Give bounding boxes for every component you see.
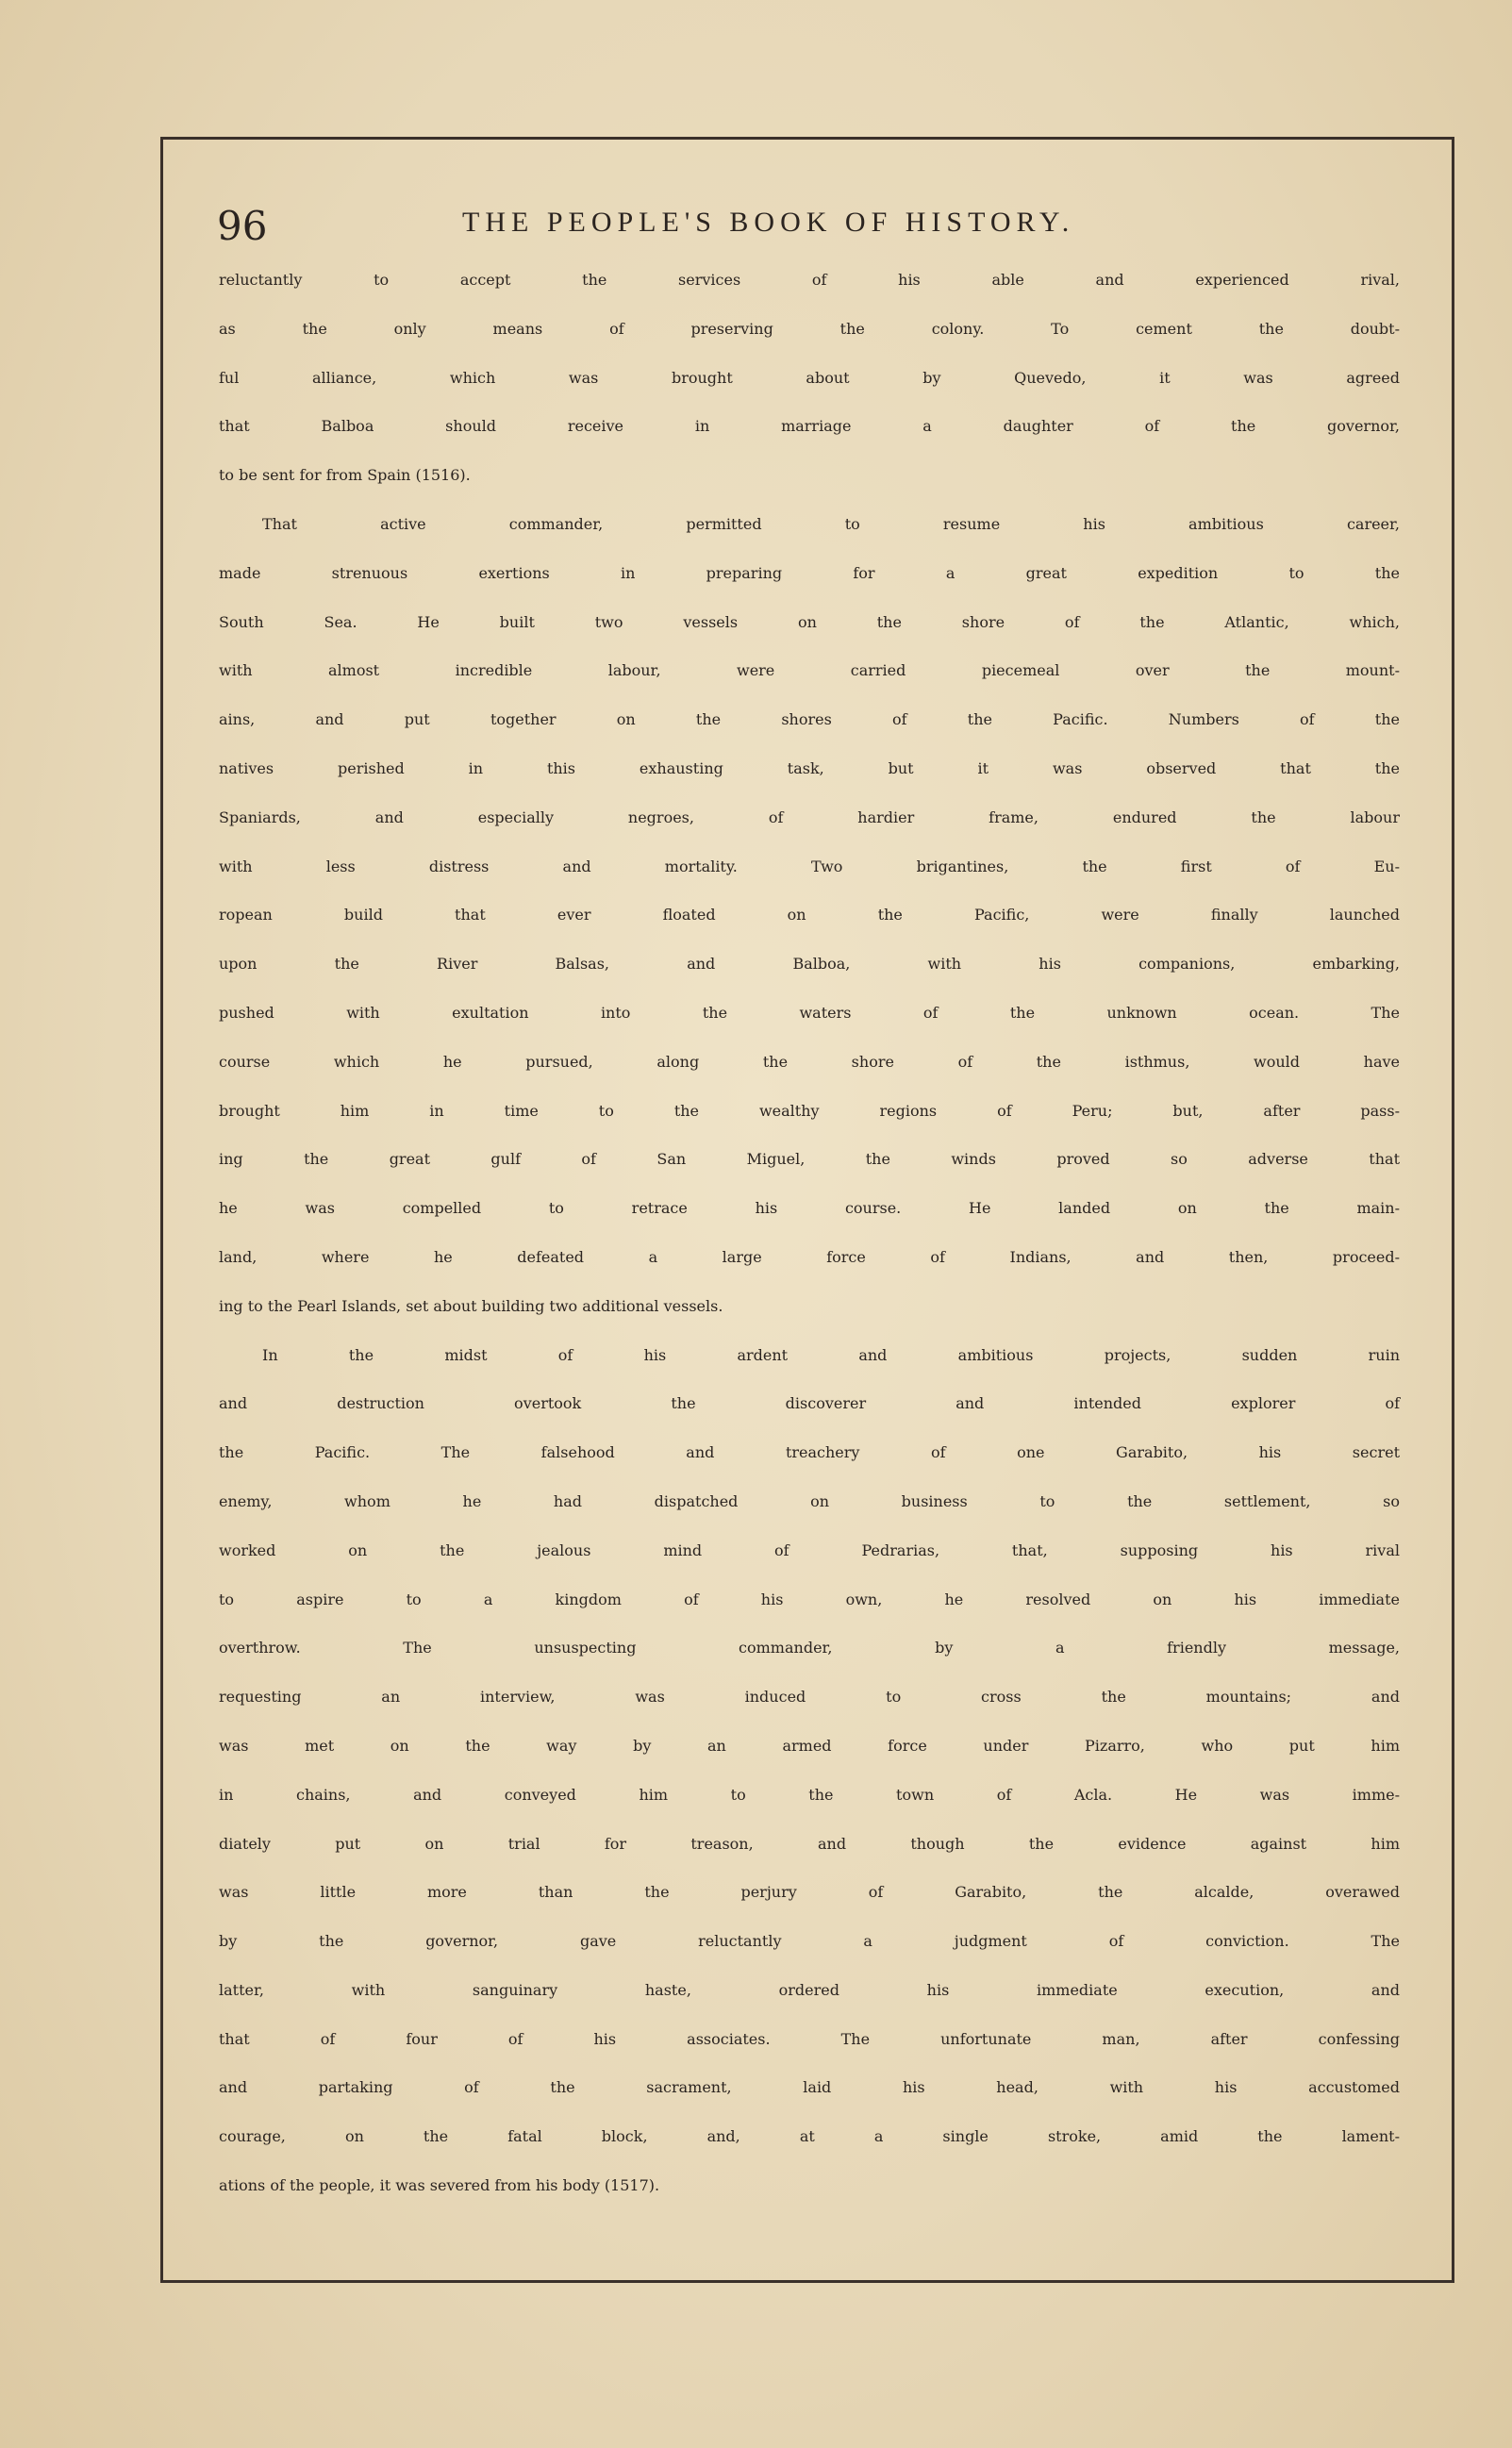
- text-line: brought him in time to the wealthy regions of Peru; but, after pass-: [219, 1101, 1400, 1120]
- text-line: was little more than the perjury of Garabito, the alcalde, overawed: [219, 1883, 1400, 1902]
- text-line: and destruction overtook the discoverer and intended explorer of: [219, 1394, 1400, 1413]
- running-head: THE PEOPLE'S BOOK OF HISTORY.: [462, 207, 1075, 238]
- text-line: as the only means of preserving the colony. To cement the doubt-: [219, 319, 1400, 338]
- text-line: ains, and put together on the shores of the Pacific. Numbers of the: [219, 710, 1400, 729]
- text-line: ations of the people, it was severed from his body (1517).: [219, 2176, 660, 2195]
- body-text: [219, 271, 1400, 2225]
- text-line: worked on the jealous mind of Pedrarias, that, supposing his rival: [219, 1540, 1400, 1559]
- text-line: by the governor, gave reluctantly a judgment of conviction. The: [219, 1932, 1400, 1951]
- text-line: reluctantly to accept the services of his able and experienced rival,: [219, 271, 1400, 289]
- text-line: latter, with sanguinary haste, ordered his immediate execution, and: [219, 1980, 1400, 1999]
- text-line: in chains, and conveyed him to the town of Acla. He was imme-: [219, 1785, 1400, 1804]
- text-line: ful alliance, which was brought about by Quevedo, it was agreed: [219, 368, 1400, 387]
- text-line: requesting an interview, was induced to cross the mountains; and: [219, 1688, 1400, 1707]
- text-line: natives perished in this exhausting task, but it was observed that the: [219, 758, 1400, 777]
- text-line: upon the River Balsas, and Balboa, with his companions, embarking,: [219, 955, 1400, 974]
- text-line: was met on the way by an armed force under Pizarro, who put him: [219, 1736, 1400, 1755]
- text-line: with less distress and mortality. Two brigantines, the first of Eu-: [219, 857, 1400, 875]
- text-line: that of four of his associates. The unfortunate man, after confessing: [219, 2029, 1400, 2048]
- page-number: 96: [217, 203, 268, 249]
- text-line: with almost incredible labour, were carried piecemeal over the mount-: [219, 661, 1400, 680]
- text-line: land, where he defeated a large force of Indians, and then, proceed-: [219, 1247, 1400, 1266]
- text-line: overthrow. The unsuspecting commander, by a friendly message,: [219, 1639, 1400, 1657]
- text-line: ing the great gulf of San Miguel, the winds proved so adverse that: [219, 1150, 1400, 1169]
- text-line: course which he pursued, along the shore of the isthmus, would have: [219, 1052, 1400, 1071]
- text-line: that Balboa should receive in marriage a daughter of the governor,: [219, 417, 1400, 436]
- text-line: South Sea. He built two vessels on the shore of the Atlantic, which,: [219, 612, 1400, 631]
- text-line: That active commander, permitted to resume his ambitious career,: [262, 514, 1400, 533]
- text-line: to be sent for from Spain (1516).: [219, 466, 471, 485]
- text-line: enemy, whom he had dispatched on business to the settlement, so: [219, 1491, 1400, 1510]
- text-line: Spaniards, and especially negroes, of hardier frame, endured the labour: [219, 808, 1400, 826]
- text-line: he was compelled to retrace his course. He landed on the main-: [219, 1199, 1400, 1218]
- text-line: to aspire to a kingdom of his own, he resolved on his immediate: [219, 1590, 1400, 1608]
- text-line: made strenuous exertions in preparing for a great expedition to the: [219, 563, 1400, 582]
- text-line: diately put on trial for treason, and though the evidence against him: [219, 1834, 1400, 1853]
- text-line: pushed with exultation into the waters of the unknown ocean. The: [219, 1003, 1400, 1022]
- text-line: courage, on the fatal block, and, at a single stroke, amid the lament-: [219, 2127, 1400, 2146]
- text-line: the Pacific. The falsehood and treachery of one Garabito, his secret: [219, 1443, 1400, 1462]
- text-line: and partaking of the sacrament, laid his head, with his accustomed: [219, 2078, 1400, 2097]
- page-header: [217, 193, 1401, 259]
- text-line: In the midst of his ardent and ambitious projects, sudden ruin: [262, 1345, 1400, 1364]
- text-line: ropean build that ever floated on the Pacific, were finally launched: [219, 906, 1400, 924]
- text-line: ing to the Pearl Islands, set about building two additional vessels.: [219, 1296, 723, 1315]
